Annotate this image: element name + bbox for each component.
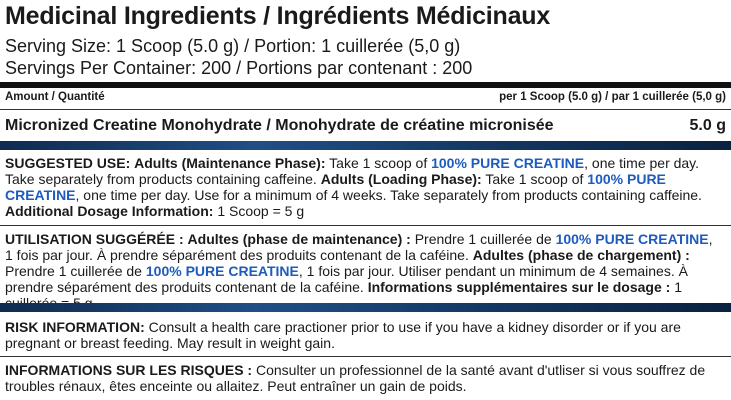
serving-size: Serving Size: 1 Scoop (5.0 g) / Portion: 1 cuillerée (5,0 g) bbox=[5, 36, 461, 56]
divider-thin bbox=[0, 109, 731, 110]
loading-instruction-fr: Prendre 1 cuillerée de bbox=[5, 263, 142, 279]
brand-name: 100% PURE CREATINE bbox=[145, 263, 299, 279]
label-title: Medicinal Ingredients / Ingrédients Médicinaux bbox=[5, 2, 551, 30]
loading-instruction: Take 1 scoop of bbox=[485, 171, 584, 187]
suggested-use-fr-label: UTILISATION SUGGÉRÉE : bbox=[5, 231, 184, 247]
divider-band bbox=[0, 303, 731, 312]
divider-thin bbox=[0, 225, 731, 226]
risk-information-fr bbox=[5, 362, 723, 394]
servings-per-container: Servings Per Container: 200 / Portions par contenant : 200 bbox=[5, 58, 473, 78]
brand-name: 100% PURE CREATINE bbox=[555, 231, 709, 247]
brand-name: 100% PURE CREATINE bbox=[431, 155, 585, 171]
maintenance-phase-label: Adults (Maintenance Phase): bbox=[134, 155, 326, 171]
maintenance-instruction-fr: Prendre 1 cuillerée de bbox=[414, 231, 552, 247]
dosage-text-fr: 1 bbox=[674, 279, 683, 295]
divider-thick bbox=[0, 82, 731, 88]
suggested-use-en-label: SUGGESTED USE: bbox=[5, 155, 131, 171]
dosage-label: Additional Dosage Information: bbox=[5, 203, 214, 219]
suggested-use-fr bbox=[5, 231, 723, 311]
loading-phase-label: Adults (Loading Phase): bbox=[320, 171, 482, 187]
maintenance-phase-label-fr: Adultes (phase de maintenance) : bbox=[187, 231, 411, 247]
risk-text-fr: Consulter un professionnel de la santé avant d'utliser si vous souffrez de troubles rénaux, êtes enceinte ou allaitez. Peut entraîner un gain de poids. bbox=[5, 362, 706, 394]
brand-name: 100% PURE CREATINE bbox=[5, 171, 666, 203]
risk-label-fr: INFORMATIONS SUR LES RISQUES : bbox=[5, 362, 253, 378]
maintenance-instruction: Take 1 scoop of bbox=[329, 155, 428, 171]
dosage-text: 1 Scoop = 5 g bbox=[217, 203, 305, 219]
amount-header-per-serving: per 1 Scoop (5.0 g) / par 1 cuillerée (5,0 g) bbox=[499, 91, 726, 103]
divider-thin bbox=[0, 356, 731, 357]
divider-band bbox=[0, 141, 731, 150]
ingredient-amount: 5.0 g bbox=[689, 117, 726, 134]
loading-instruction-fr-rest: , 1 fois par jour. Utiliser pendant un minimum de 4 semaines. À prendre séparément des produits contenant de la caféine. bbox=[5, 263, 688, 295]
risk-label-en: RISK INFORMATION: bbox=[5, 319, 145, 335]
ingredient-name: Micronized Creatine Monohydrate / Monohydrate de créatine micronisée bbox=[5, 117, 554, 134]
maintenance-instruction-rest: , one time per day. Take separately from products containing caffeine. bbox=[5, 155, 700, 187]
risk-information-en bbox=[5, 319, 723, 351]
suggested-use-en bbox=[5, 155, 723, 219]
maintenance-instruction-fr-rest: , 1 fois par jour. À prendre séparément des produits contenant de la caféine. bbox=[5, 231, 713, 263]
risk-text-en: Consult a health care practioner prior to use if you have a kidney disorder or if you are pregnant or breast feeding. May result in weight gain. bbox=[5, 319, 681, 351]
loading-instruction-rest: , one time per day. Use for a minimum of 4 weeks. Take separately from products containing caffeine. bbox=[75, 187, 702, 203]
loading-phase-label-fr: Adultes (phase de chargement) : bbox=[472, 247, 690, 263]
dosage-label-fr: Informations supplémentaires sur le dosage : bbox=[367, 279, 671, 295]
amount-header-label: Amount / Quantité bbox=[5, 91, 105, 103]
